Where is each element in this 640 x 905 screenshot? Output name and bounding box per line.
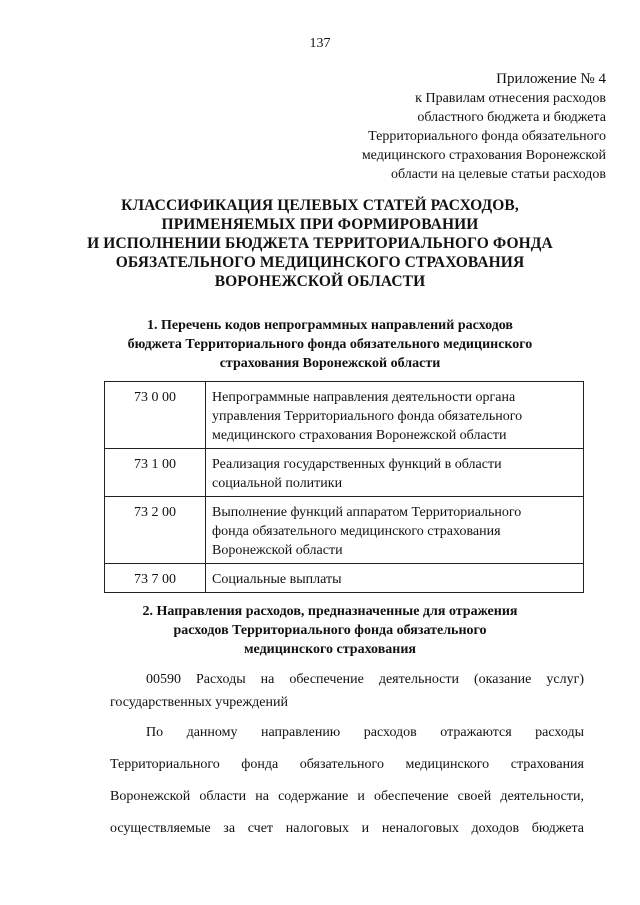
description-cell — [206, 564, 584, 593]
body-line: По данному направлению расходов отражаются расходы — [146, 725, 584, 740]
section-2-title — [70, 602, 590, 659]
section-title-line: страхования Воронежской области — [219, 356, 441, 371]
title-line: КЛАССИФИКАЦИЯ ЦЕЛЕВЫХ СТАТЕЙ РАСХОДОВ, — [121, 197, 519, 214]
table-row — [105, 382, 584, 449]
description-line: Воронежской области — [212, 543, 343, 558]
description-line: социальной политики — [212, 476, 343, 491]
code-cell: 73 2 00 — [105, 497, 206, 564]
title-line: ВОРОНЕЖСКОЙ ОБЛАСТИ — [214, 273, 426, 290]
appendix-line: области на целевые статьи расходов — [390, 167, 606, 182]
description-cell — [206, 382, 584, 449]
title-line: ПРИМЕНЯЕМЫХ ПРИ ФОРМИРОВАНИИ — [161, 216, 479, 233]
section-title-line: бюджета Территориального фонда обязательного медицинского — [127, 337, 533, 352]
description-cell — [206, 449, 584, 497]
table-row — [105, 564, 584, 593]
title-line: ОБЯЗАТЕЛЬНОГО МЕДИЦИНСКОГО СТРАХОВАНИЯ — [115, 254, 525, 271]
body-line: 00590 Расходы на обеспечение деятельности (оказание услуг) — [146, 672, 584, 687]
description-line: Выполнение функций аппаратом Территориального — [212, 505, 522, 520]
document-title — [80, 196, 560, 291]
appendix-line: к Правилам отнесения расходов — [415, 91, 606, 106]
section-title-line: расходов Территориального фонда обязательного — [173, 623, 487, 638]
body-line: Воронежской области на содержание и обеспечение своей деятельности, — [110, 789, 584, 804]
appendix-header — [306, 70, 606, 184]
section-1-title — [70, 316, 590, 373]
code-cell: 73 1 00 — [105, 449, 206, 497]
page-number: 137 — [309, 36, 331, 51]
codes-table — [104, 381, 584, 593]
description-line: Социальные выплаты — [212, 572, 342, 587]
appendix-line: Территориального фонда обязательного — [368, 129, 606, 144]
section-title-line: медицинского страхования — [244, 642, 416, 657]
appendix-line: областного бюджета и бюджета — [417, 110, 606, 125]
table-row — [105, 497, 584, 564]
description-cell — [206, 497, 584, 564]
body-line: осуществляемые за счет налоговых и неналоговых доходов бюджета — [110, 821, 584, 836]
body-line: Территориального фонда обязательного медицинского страхования — [110, 757, 584, 772]
description-line: Реализация государственных функций в области — [212, 457, 502, 472]
description-line: Непрограммные направления деятельности органа — [212, 390, 516, 405]
code-cell: 73 0 00 — [105, 382, 206, 449]
appendix-line: Приложение № 4 — [496, 71, 606, 87]
title-line: И ИСПОЛНЕНИИ БЮДЖЕТА ТЕРРИТОРИАЛЬНОГО ФОНДА — [87, 235, 553, 252]
table-row — [105, 449, 584, 497]
description-line: фонда обязательного медицинского страхования — [212, 524, 501, 539]
code-cell: 73 7 00 — [105, 564, 206, 593]
appendix-line: медицинского страхования Воронежской — [361, 148, 606, 163]
section-title-line: 1. Перечень кодов непрограммных направлений расходов — [146, 318, 513, 333]
description-line: управления Территориального фонда обязательного — [212, 409, 523, 424]
section-title-line: 2. Направления расходов, предназначенные для отражения — [142, 604, 518, 619]
body-line: государственных учреждений — [110, 695, 288, 710]
description-line: медицинского страхования Воронежской области — [212, 428, 507, 443]
